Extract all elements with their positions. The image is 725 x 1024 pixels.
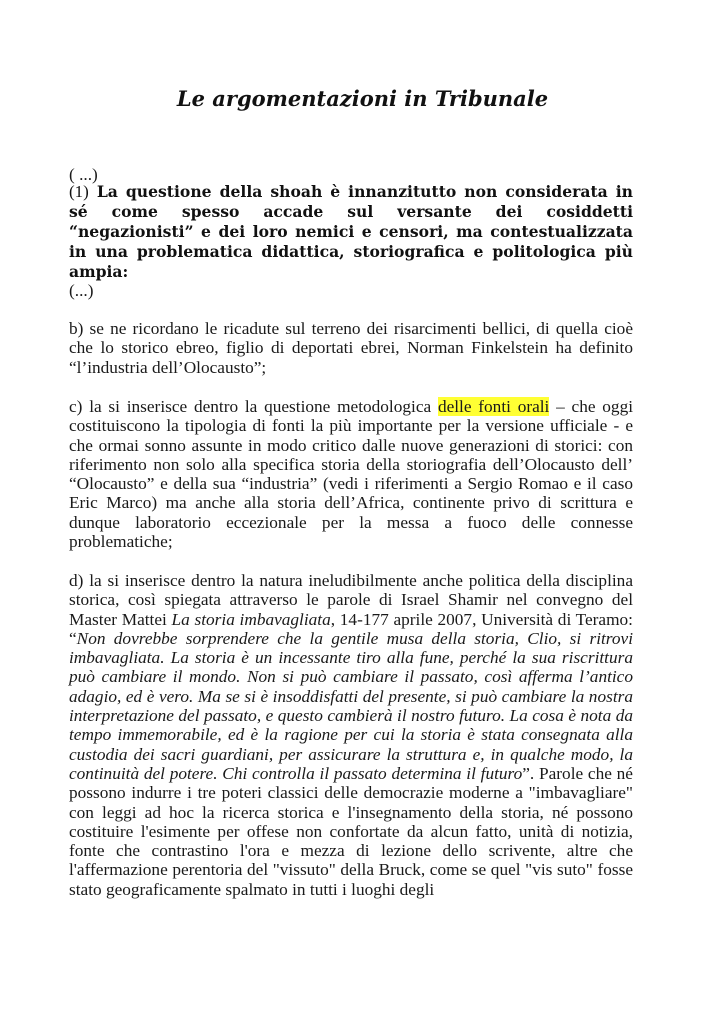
point-1-paragraph bbox=[69, 182, 633, 282]
paragraph-d-start: d) la si inserisce dentro la natura ineludibilmente anche politica della disciplina storica, così spiegata attraverso le parole di Israel Shamir nel convegno del Master Mattei bbox=[69, 571, 633, 629]
point-1-text: La questione della shoah è innanzitutto non considerata in sé come spesso accade sul versante dei cosiddetti “negazionisti” e dei loro nemici e censori, ma contestualizzata in una problematica didattica, storiografica e politologica più ampia: bbox=[69, 182, 633, 281]
shamir-quote: Non dovrebbe sorprendere che la gentile musa della storia, Clio, si ritrovi imbavagliata. La storia è un incessante tiro alla fune, perché la sua riscrittura può cambiare il mondo. Non si può cambiare il passato, così afferma l’antico adagio, ed è vero. Ma se si è insoddisfatti del presente, si può cambiare la nostra interpretazione del passato, e questo cambierà il nostro futuro. La cosa è nota da tempo immemorabile, ed è la ragione per cui la storia è stata consegnata alla custodia dei sacri guardiani, per assicurare la struttura e, in qualche modo, la continuità del potere. Chi controlla il passato determina il futuro bbox=[69, 628, 633, 783]
page-title: Le argomentazioni in Tribunale bbox=[176, 86, 549, 111]
paragraph-c-end: – che oggi costituiscono la tipologia di fonti la più importante per la versione ufficiale - e che ormai sonno assunte in modo critico dalle nuove generazioni di storici: con riferimento non solo alla specifica storia della storiografia dell’Olocausto dell’ “Olocausto” e della sua “industria” (vedi i riferimenti a Sergio Romao e il caso Eric Marco) ma anche alla storia dell’Africa, continente privo di scrittura e dunque laboratorio eccezionale per la messa a fuoco delle connesse problematiche; bbox=[69, 397, 634, 552]
paragraph-c bbox=[69, 397, 633, 551]
point-1-number: (1) bbox=[69, 182, 89, 201]
paragraph-c-start: c) la si inserisce dentro la questione metodologica bbox=[69, 397, 438, 416]
conference-date: , 14-177 aprile 2007, Università di Teramo: “ bbox=[69, 609, 633, 648]
paragraph-d bbox=[69, 571, 633, 899]
highlighted-text: delle fonti orali bbox=[437, 397, 550, 416]
ellipsis-marker: ( ...) bbox=[69, 165, 98, 184]
ellipsis-marker-2: (...) bbox=[69, 281, 94, 300]
paragraph-d-end: ”. Parole che né possono indurre i tre poteri classici delle democrazie moderne a "imbavagliare" con leggi ad hoc la ricerca storica e l'insegnamento della storia, né possono costituire l'esimente per offese non confortate da alcun fatto, unità di notizia, fonte che contrastino l'ora e mezza di lezione dello scrivente, altre che l'affermazione perentoria del "vissuto" della Bruck, come se quel "vis suto" fosse stato geograficamente spalmato in tutti i luoghi degli bbox=[69, 763, 633, 899]
conference-title: La storia imbavagliata bbox=[171, 609, 331, 629]
paragraph-b: b) se ne ricordano le ricadute sul terreno dei risarcimenti bellici, di quella cioè che lo storico ebreo, figlio di deportati ebrei, Norman Finkelstein ha definito “l’industria dell’Olocausto”; bbox=[69, 319, 633, 377]
